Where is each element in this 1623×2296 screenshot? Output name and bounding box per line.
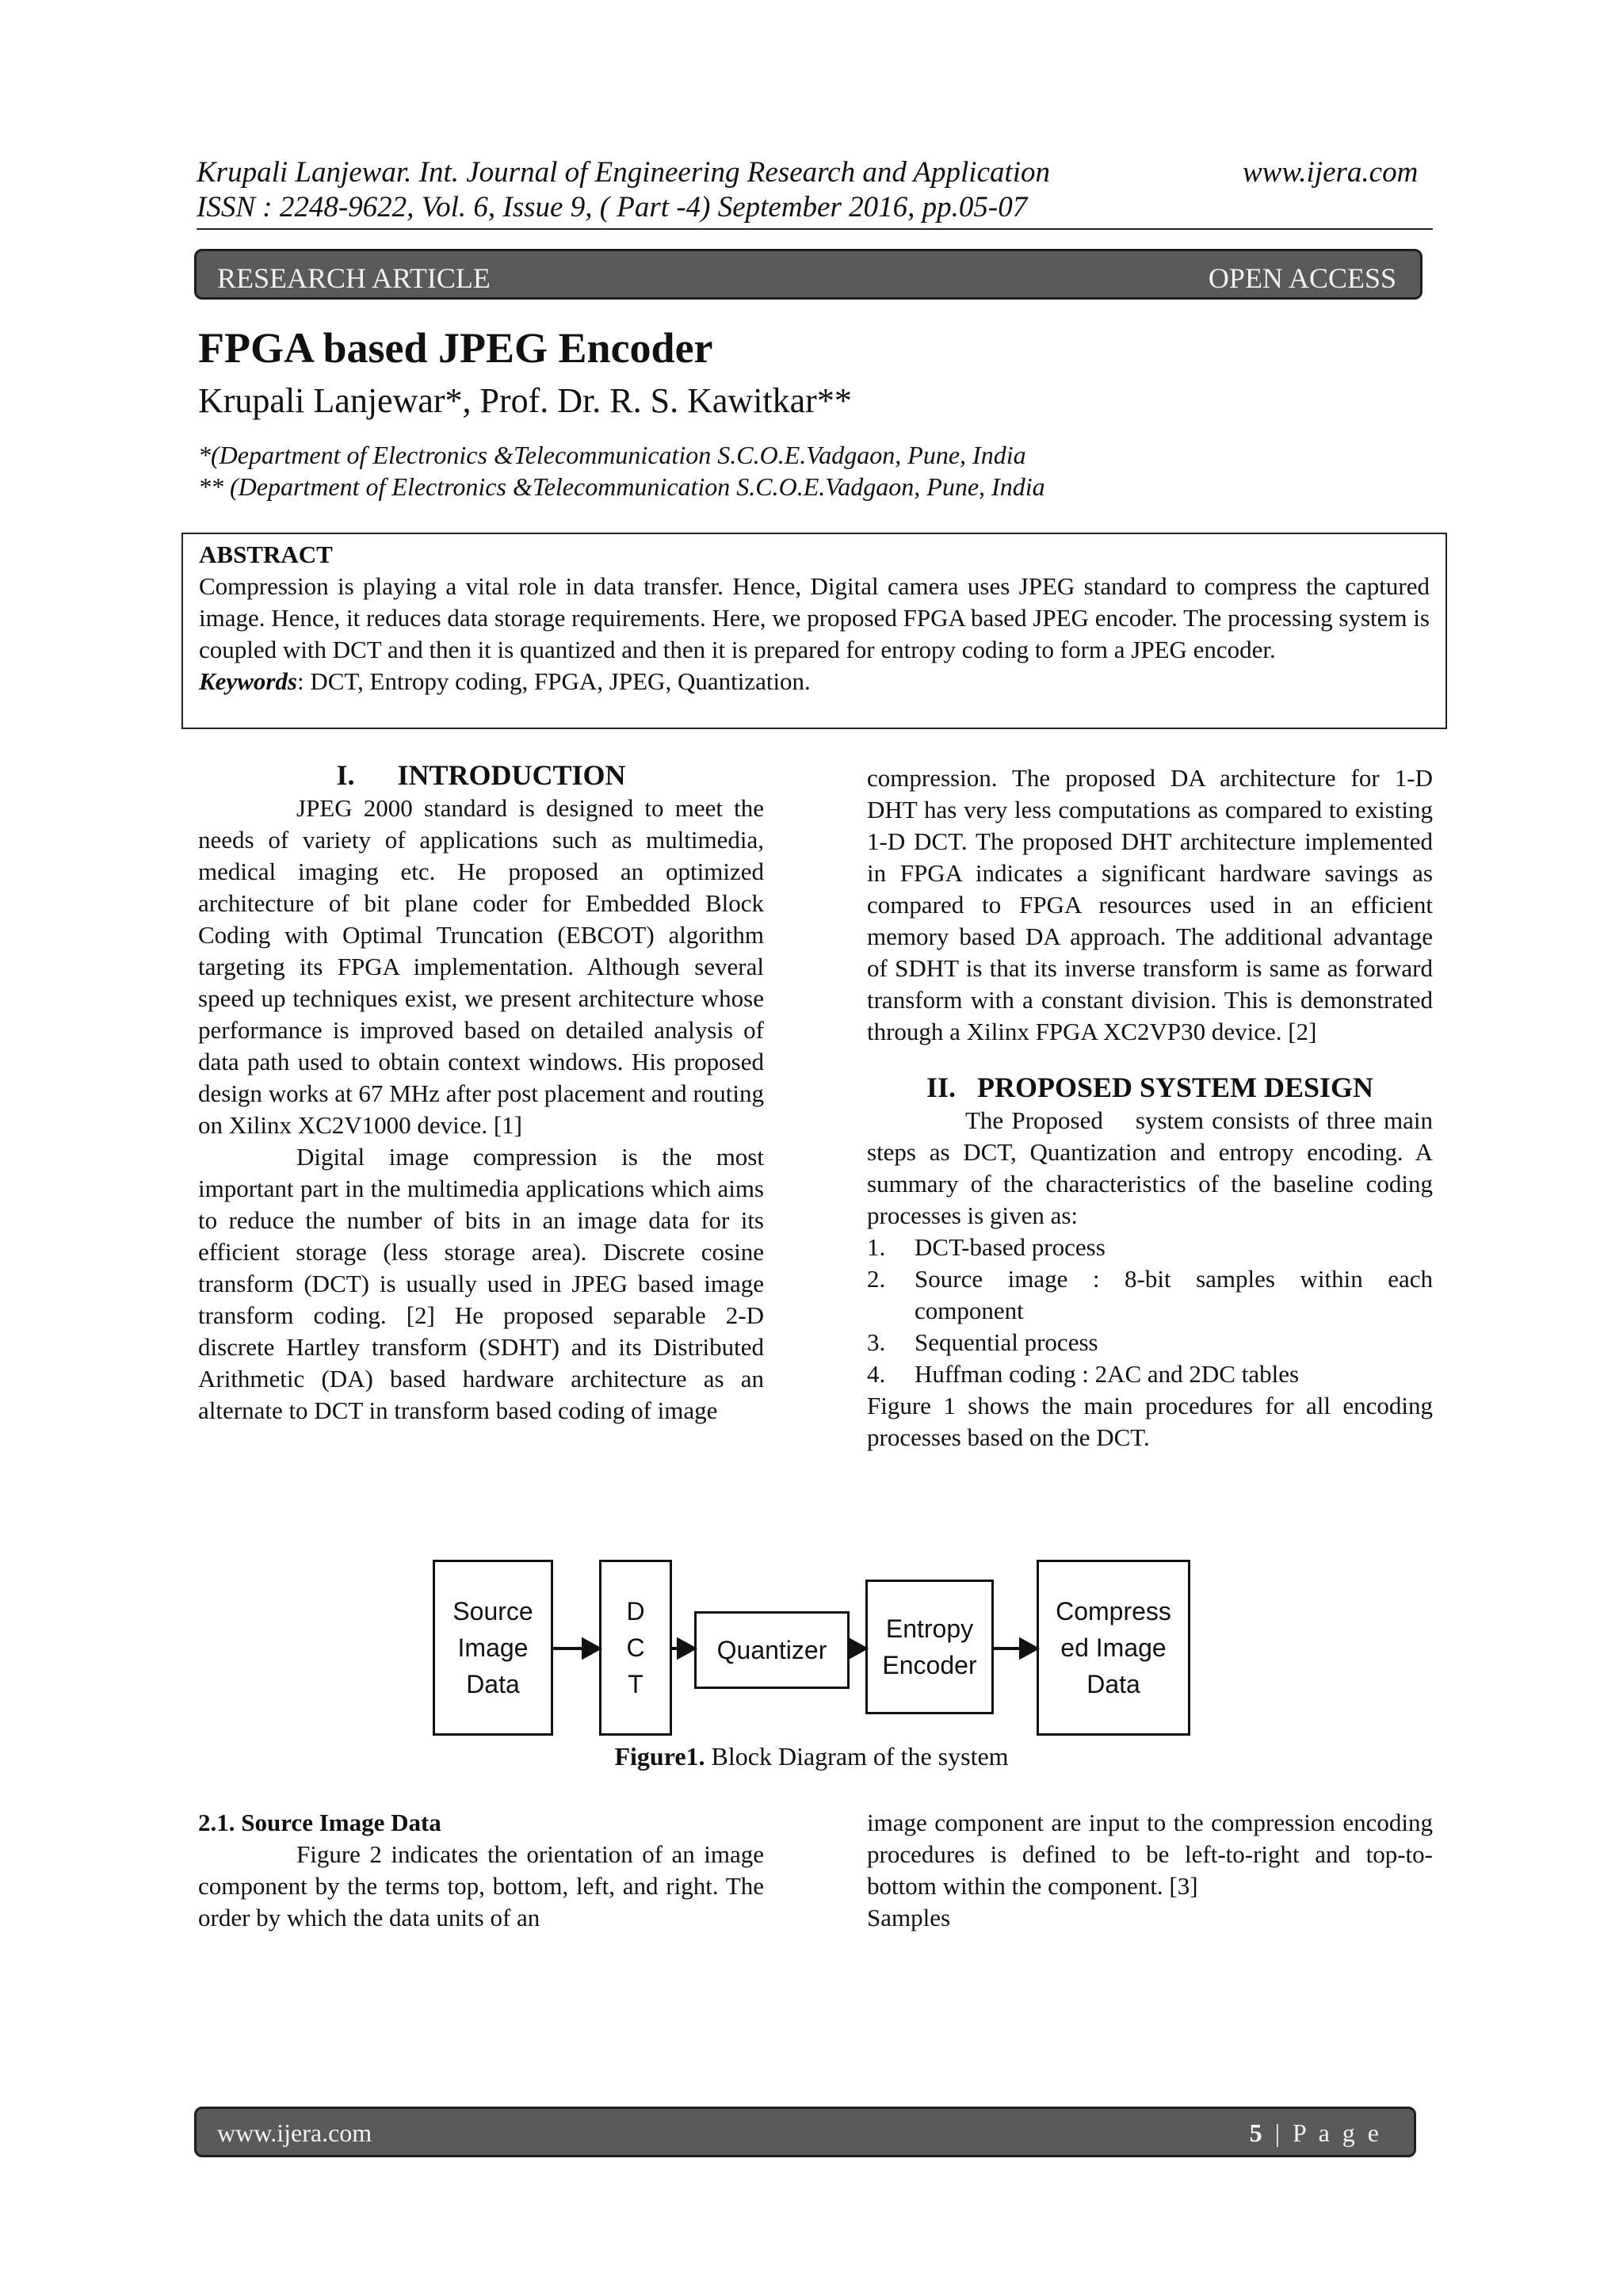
issn-line: ISSN : 2248-9622, Vol. 6, Issue 9, ( Part -4) September 2016, pp.05-07 — [197, 191, 1028, 223]
research-article-label: RESEARCH ARTICLE — [217, 262, 491, 294]
list-item: 4. Huffman coding : 2AC and 2DC tables — [867, 1360, 1300, 1388]
intro-paragraph-3: compression. The proposed DA architecture for 1-D DHT has very less computations as compared to existing 1-D DCT. The proposed DHT architecture implemented in FPGA indicates a significant hardware savings as compared to FPGA resources used in an efficient memory based DA approach. The additional advantage of SDHT is that its inverse transform is same as forward transform with a constant division. This is demonstrated through a Xilinx FPGA XC2VP30 device. [2] — [867, 764, 1433, 1045]
list-item: 3. Sequential process — [867, 1328, 1098, 1356]
quantizer-block: Quantizer — [694, 1611, 850, 1689]
compressed-image-block: Compress ed Image Data — [1037, 1560, 1190, 1736]
arrow-head — [583, 1640, 599, 1657]
figure-reference-paragraph: Figure 1 shows the main procedures for all encoding processes based on the DCT. — [867, 1392, 1433, 1451]
intro-paragraph-2: Digital image compression is the most important part in the multimedia applications which aims to reduce the number of bits in an image data for its efficient storage (less storage area). Discrete cosine transform (DCT) is usually used in JPEG based image transform coding. [2] He proposed separable 2-D discrete Hartley transform (SDHT) and its Distributed Arithmetic (DA) based hardware architecture as an alternate to DCT in transform based coding of image — [198, 1143, 764, 1424]
dct-block: D C T — [599, 1560, 672, 1736]
header-rule — [197, 228, 1433, 230]
figure-1-caption — [0, 1742, 1623, 1771]
abstract-box — [181, 533, 1447, 729]
keywords-line — [199, 666, 1430, 697]
system-intro-paragraph: The Proposed system consists of three main steps as DCT, Quantization and entropy encoding. A summary of the characteristics of the baseline coding processes is given as: — [867, 1106, 1439, 1229]
subsection-2-1-heading: 2.1. Source Image Data — [198, 1809, 441, 1836]
list-item: 1. DCT-based process — [867, 1233, 1106, 1261]
article-type-banner — [194, 249, 1423, 300]
source-image-block: Source Image Data — [433, 1560, 553, 1736]
characteristics-list — [867, 1232, 1433, 1390]
page-footer — [194, 2107, 1416, 2157]
right-column — [867, 762, 1439, 1454]
samples-heading: Samples — [867, 1904, 951, 1931]
keywords-text: : DCT, Entropy coding, FPGA, JPEG, Quantization. — [297, 667, 811, 695]
affiliation-2: ** (Department of Electronics &Telecommunication S.C.O.E.Vadgaon, Pune, India — [198, 472, 1045, 501]
footer-site-link[interactable]: www.ijera.com — [217, 2118, 372, 2147]
affiliation-1: *(Department of Electronics &Telecommunication S.C.O.E.Vadgaon, Pune, India — [198, 441, 1026, 469]
subsection-2-1-paragraph: Figure 2 indicates the orientation of an image component by the terms top, bottom, left, and right. The order by which the data units of an — [198, 1840, 764, 1931]
arrow-head — [1021, 1640, 1037, 1657]
abstract-heading: ABSTRACT — [199, 541, 333, 568]
open-access-label: OPEN ACCESS — [1208, 262, 1396, 294]
section-2-heading: II. PROPOSED SYSTEM DESIGN — [926, 1072, 1374, 1103]
diagram-arrows — [433, 1560, 1190, 1736]
journal-citation: Krupali Lanjewar. Int. Journal of Engineering Research and Application — [197, 156, 1051, 189]
arrow-head — [850, 1640, 865, 1657]
intro-paragraph-1: JPEG 2000 standard is designed to meet the needs of variety of applications such as multimedia, medical imaging etc. He proposed an optimized architecture of bit plane coder for Embedded Block Coding with Optimal Truncation (EBCOT) algorithm targeting its FPGA implementation. Although several speed up techniques exist, we present architecture whose performance is improved based on detailed analysis of data path used to obtain context windows. His proposed design works at 67 MHz after post placement and routing on Xilinx XC2V1000 device. [1] — [198, 794, 764, 1139]
section-1-heading: I. INTRODUCTION — [336, 759, 626, 791]
entropy-encoder-block: Entropy Encoder — [865, 1580, 994, 1714]
figure-caption-text: Block Diagram of the system — [705, 1742, 1009, 1771]
author-list: Krupali Lanjewar*, Prof. Dr. R. S. Kawitkar** — [198, 381, 852, 420]
paper-title: FPGA based JPEG Encoder — [198, 324, 713, 372]
subsection-2-1-left — [198, 1807, 764, 1934]
subsection-2-1-right — [867, 1807, 1433, 1934]
subsection-2-1-continuation: image component are input to the compression encoding procedures is defined to be left-to-right and top-to-bottom within the component. [3] — [867, 1809, 1433, 1900]
arrow-head — [678, 1640, 694, 1657]
left-column — [198, 758, 764, 1427]
keywords-label: Keywords — [199, 667, 297, 695]
figure-caption-label: Figure1. — [614, 1742, 705, 1771]
block-diagram — [433, 1560, 1190, 1736]
journal-site[interactable]: www.ijera.com — [1243, 156, 1419, 189]
list-item: 2. Source image : 8-bit samples within each component — [867, 1265, 1433, 1324]
page-number: 5 | P a g e — [1249, 2118, 1382, 2147]
abstract-text: Compression is playing a vital role in data transfer. Hence, Digital camera uses JPEG standard to compress the captured image. Hence, it reduces data storage requirements. Here, we proposed FPGA based JPEG encoder. The processing system is coupled with DCT and then it is quantized and then it is prepared for entropy coding to form a JPEG encoder. — [199, 572, 1430, 663]
